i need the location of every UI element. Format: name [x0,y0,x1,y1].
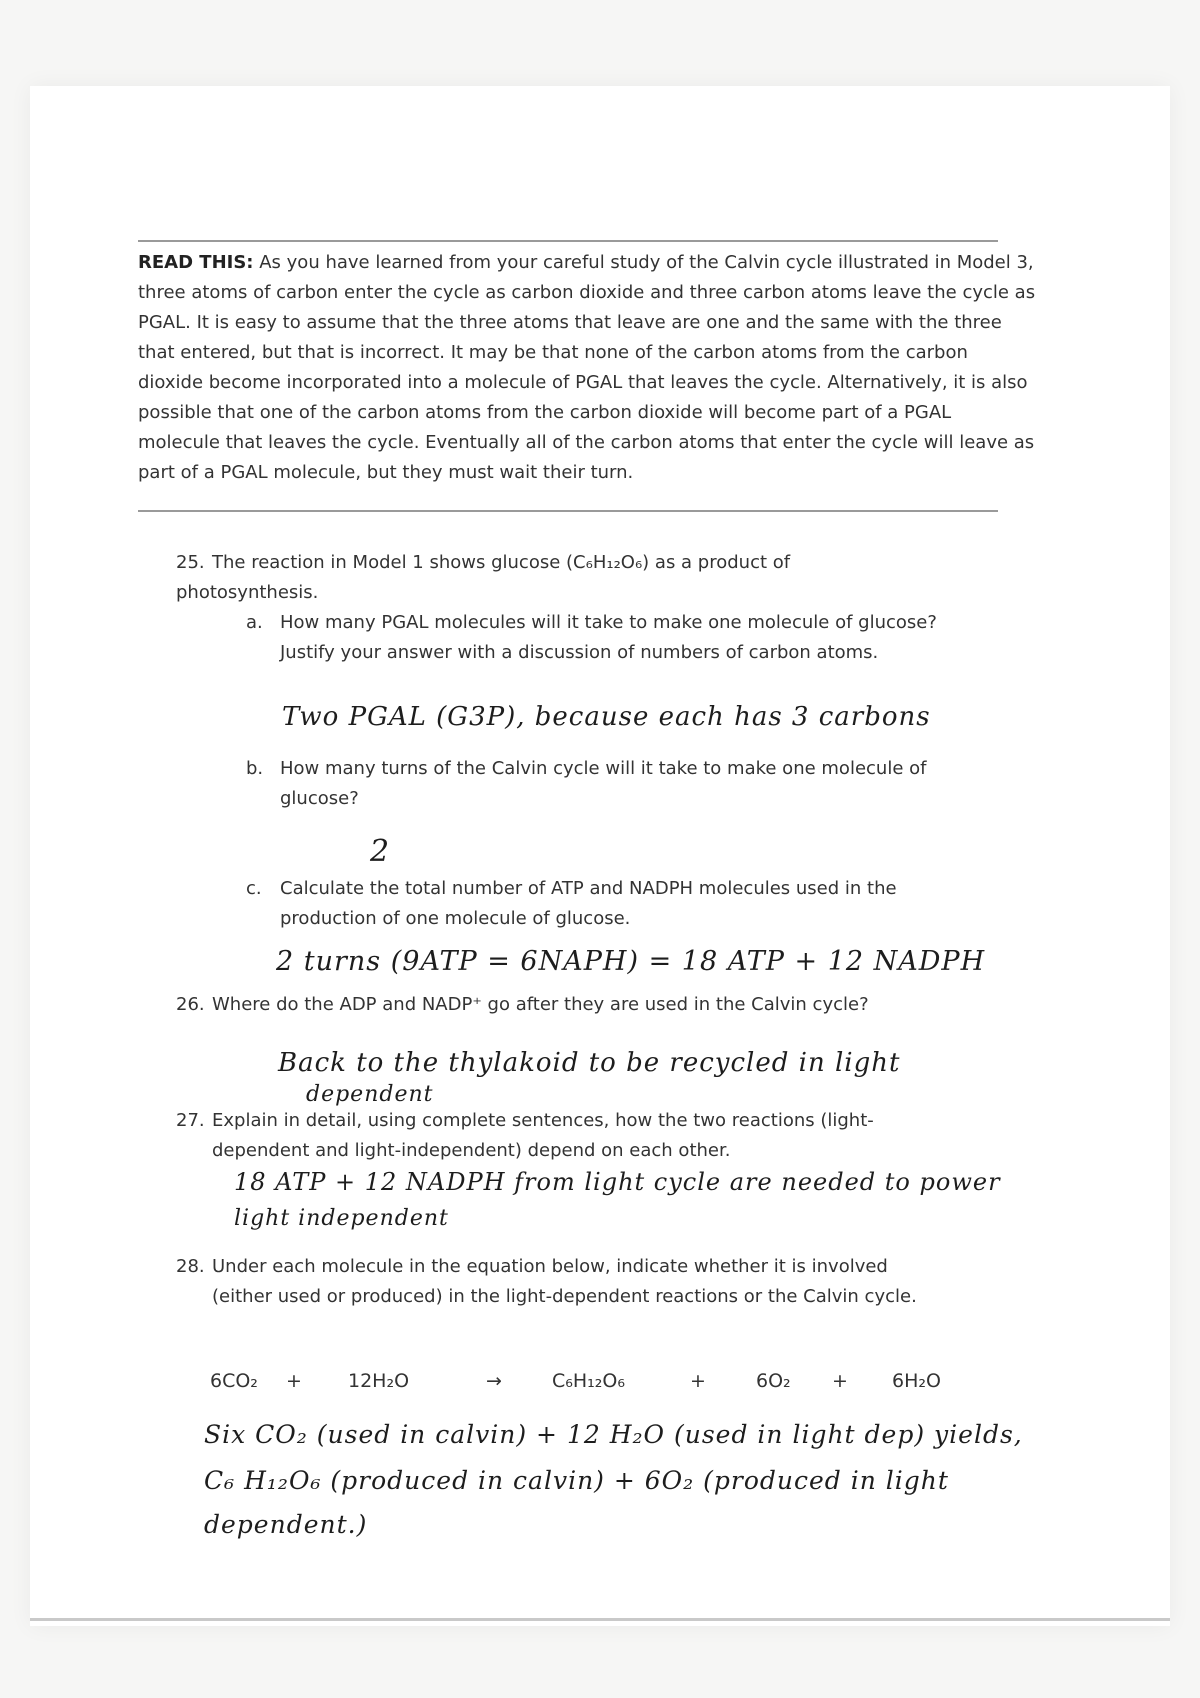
answer-28-line1: Six CO₂ (used in calvin) + 12 H₂O (used in light dep) yields, [204,1420,1023,1449]
read-this-text: As you have learned from your careful study of the Calvin cycle illustrated in Model 3, three atoms of carbon enter the cycle as carbon dioxide and three carbon atoms leave the cycle as PGAL. It is easy to assume that the three atoms that leave are one and the same with the three that entered, but that is incorrect. It may be that none of the carbon atoms from the carbon dioxide become incorporated into a molecule of PGAL that leaves the cycle. Alternatively, it is also possible that one of the carbon atoms from the carbon dioxide will become part of a PGAL molecule that leaves the cycle. Eventually all of the carbon atoms that enter the cycle will leave as part of a PGAL molecule, but they must wait their turn. [138,252,1036,483]
equation-arrow: → [486,1370,502,1392]
sub-letter: c. [246,878,262,899]
equation-plus: + [690,1370,706,1392]
question-25c [246,874,960,934]
question-26 [176,990,936,1020]
sub-letter: b. [246,758,264,779]
sub-question-text: How many PGAL molecules will it take to make one molecule of glucose? Justify your answer with a discussion of numbers of carbon atoms. [280,612,937,663]
equation-plus: + [286,1370,302,1392]
question-25b [246,754,960,814]
answer-26-line2: dependent [306,1082,434,1107]
answer-27-line2: light independent [234,1206,449,1231]
answer-25c: 2 turns (9ATP = 6NAPH) = 18 ATP + 12 NADPH [276,946,986,977]
question-text: Explain in detail, using complete sentences, how the two reactions (light-dependent and light-independent) depend on each other. [212,1110,874,1161]
answer-28-line2: C₆ H₁₂O₆ (produced in calvin) + 6O₂ (produced in light [204,1466,949,1495]
question-25 [176,548,856,608]
question-number: 27. [176,1110,205,1131]
read-this-paragraph [138,248,1038,488]
equation-term: 6O₂ [756,1370,791,1392]
question-25a [246,608,960,668]
equation-plus: + [832,1370,848,1392]
equation-term: 12H₂O [348,1370,410,1392]
question-text: The reaction in Model 1 shows glucose (C₆H₁₂O₆) as a product of photosynthesis. [176,552,791,603]
equation-term: C₆H₁₂O₆ [552,1370,625,1392]
answer-25b: 2 [370,834,391,869]
sub-question-text: Calculate the total number of ATP and NADPH molecules used in the production of one molecule of glucose. [280,878,897,929]
question-text: Where do the ADP and NADP⁺ go after they are used in the Calvin cycle? [212,994,869,1015]
sub-letter: a. [246,612,263,633]
equation-term: 6H₂O [892,1370,941,1392]
question-number: 26. [176,994,205,1015]
sub-question-text: How many turns of the Calvin cycle will it take to make one molecule of glucose? [280,758,927,809]
answer-28-line3: dependent.) [204,1510,368,1539]
question-number: 25. [176,552,205,573]
answer-27-line1: 18 ATP + 12 NADPH from light cycle are needed to power [234,1168,1001,1196]
question-27 [176,1106,932,1166]
answer-26-line1: Back to the thylakoid to be recycled in light [278,1048,901,1078]
top-divider [138,240,998,242]
question-text: Under each molecule in the equation below, indicate whether it is involved (either used or produced) in the light-dependent reactions or the Calvin cycle. [212,1256,917,1307]
read-this-label: READ THIS: [138,252,254,273]
page-bottom-edge [30,1618,1170,1621]
question-number: 28. [176,1256,205,1277]
equation-term: 6CO₂ [210,1370,258,1392]
answer-25a: Two PGAL (G3P), because each has 3 carbons [282,702,931,732]
question-28 [176,1252,932,1312]
bottom-divider [138,510,998,512]
